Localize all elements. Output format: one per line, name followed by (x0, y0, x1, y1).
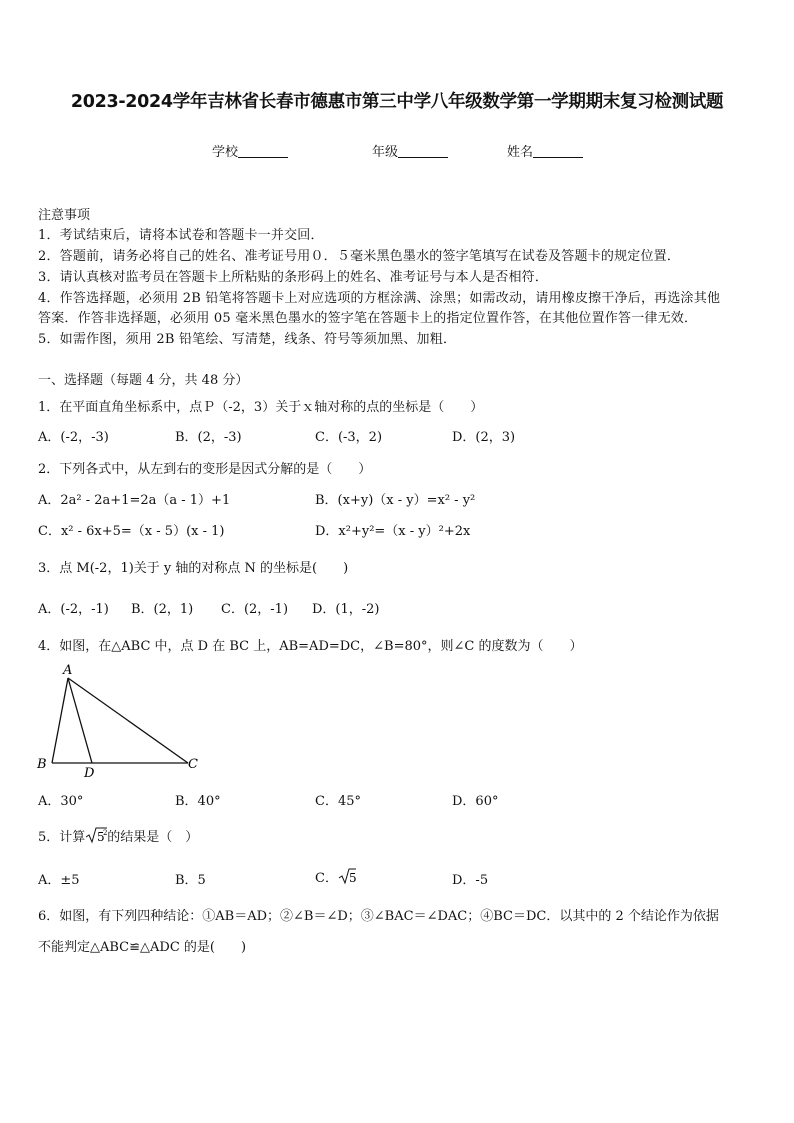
name-label: 姓名 (507, 145, 534, 160)
page-title: 2023-2024学年吉林省长春市德惠市第三中学八年级数学第一学期期末复习检测试题 (70, 92, 724, 112)
note-item: 答案．作答非选择题，必须用 05 毫米黑色墨水的签字笔在答题卡上的指定位置作答，在其他位置作答一律无效． (38, 311, 698, 326)
grade-label: 年级 (372, 145, 399, 160)
question-6-stem-line-2: 不能判定△ABC≌△ADC 的是( ) (38, 940, 247, 955)
question-4-option-b[interactable]: B．40° (175, 794, 221, 809)
question-5-stem-prefix: 5．计算 (38, 830, 86, 845)
question-5-option-c-label: C． (315, 871, 338, 886)
question-1-stem: 1．在平面直角坐标系中，点Ｐ（-2，3）关于ｘ轴对称的点的坐标是（ ） (38, 400, 484, 415)
notes-heading: 注意事项 (38, 208, 91, 223)
question-4-option-c[interactable]: C．45° (315, 794, 361, 809)
question-2-stem: 2．下列各式中，从左到右的变形是因式分解的是（ ） (38, 462, 372, 477)
grade-blank[interactable] (398, 144, 448, 158)
sqrt-five (338, 867, 356, 889)
name-field[interactable] (507, 141, 583, 160)
radical-icon (338, 867, 356, 885)
question-5-option-b[interactable]: B．5 (175, 873, 206, 888)
sqrt-expression (85, 826, 107, 848)
section-heading: 一、选择题（每题 4 分，共 48 分） (38, 373, 249, 388)
label-b: B (37, 757, 47, 772)
question-3-option-b[interactable]: B．(2，1) (131, 602, 194, 617)
question-1-option-a[interactable]: A．(-2，-3) (38, 430, 109, 445)
question-5-option-c[interactable] (315, 867, 356, 889)
question-1-option-b[interactable]: B．(2，-3) (175, 430, 242, 445)
question-1-option-d[interactable]: D．(2，3) (452, 430, 516, 445)
question-3-option-a[interactable]: A．(-2，-1) (38, 602, 109, 617)
note-item: 4．作答选择题，必须用 2B 铅笔将答题卡上对应选项的方框涂满、涂黑；如需改动，请用橡皮擦干净后，再选涂其他 (38, 291, 721, 306)
question-4-stem: 4．如图，在△ABC 中，点 D 在 BC 上，AB=AD=DC，∠B=80°，则∠C 的度数为（ ） (38, 639, 583, 654)
question-5-stem-suffix: 的结果是（ ） (107, 830, 199, 845)
question-6-stem-line-1: 6．如图，有下列四种结论：①AB＝AD；②∠B＝∠D；③∠BAC＝∠DAC；④BC＝DC．以其中的 2 个结论作为依据 (38, 909, 719, 924)
segment-ad (68, 678, 92, 763)
question-2-option-d[interactable]: D．x²+y²=（x - y）²+2x (315, 524, 471, 539)
exponent: 2 (103, 829, 108, 837)
question-5-stem (38, 826, 198, 848)
note-item: 2．答题前，请务必将自己的姓名、准考证号用０．５毫米黑色墨水的签字笔填写在试卷及答题卡的规定位置． (38, 249, 681, 264)
question-2-option-b[interactable]: B．(x+y)（x - y）=x² - y² (315, 493, 476, 508)
question-3-option-d[interactable]: D．(1，-2) (312, 602, 380, 617)
triangle-figure (36, 662, 206, 782)
school-label: 学校 (212, 145, 239, 160)
question-5-option-d[interactable]: D．-5 (452, 873, 489, 888)
question-5-option-a[interactable]: A．±5 (38, 873, 80, 888)
school-blank[interactable] (238, 144, 288, 158)
label-a: A (63, 663, 73, 678)
question-1-option-c[interactable]: C．(-3，2) (315, 430, 383, 445)
radicand: 5 (348, 871, 356, 885)
name-blank[interactable] (533, 144, 583, 158)
question-4-option-d[interactable]: D．60° (452, 794, 499, 809)
note-item: 5．如需作图，须用 2B 铅笔绘、写清楚，线条、符号等须加黑、加粗． (38, 332, 457, 347)
note-item: 1．考试结束后，请将本试卷和答题卡一并交回． (38, 228, 324, 243)
school-field[interactable] (212, 141, 288, 160)
segment-ac (68, 678, 188, 763)
label-d: D (84, 766, 95, 781)
segment-ab (52, 678, 68, 763)
question-2-option-c[interactable]: C．x² - 6x+5=（x - 5）(x - 1) (38, 524, 225, 539)
question-3-stem: 3．点 M(-2，1)关于 y 轴的对称点 N 的坐标是( ) (38, 561, 349, 576)
label-c: C (188, 757, 198, 772)
note-item: 3．请认真核对监考员在答题卡上所粘贴的条形码上的姓名、准考证号与本人是否相符． (38, 270, 549, 285)
question-4-option-a[interactable]: A．30° (38, 794, 84, 809)
grade-field[interactable] (372, 141, 448, 160)
question-2-option-a[interactable]: A．2a² - 2a+1=2a（a - 1）+1 (38, 493, 231, 508)
question-3-option-c[interactable]: C．(2，-1) (221, 602, 289, 617)
radical-icon (85, 826, 107, 844)
radicand: 5 (97, 830, 105, 844)
